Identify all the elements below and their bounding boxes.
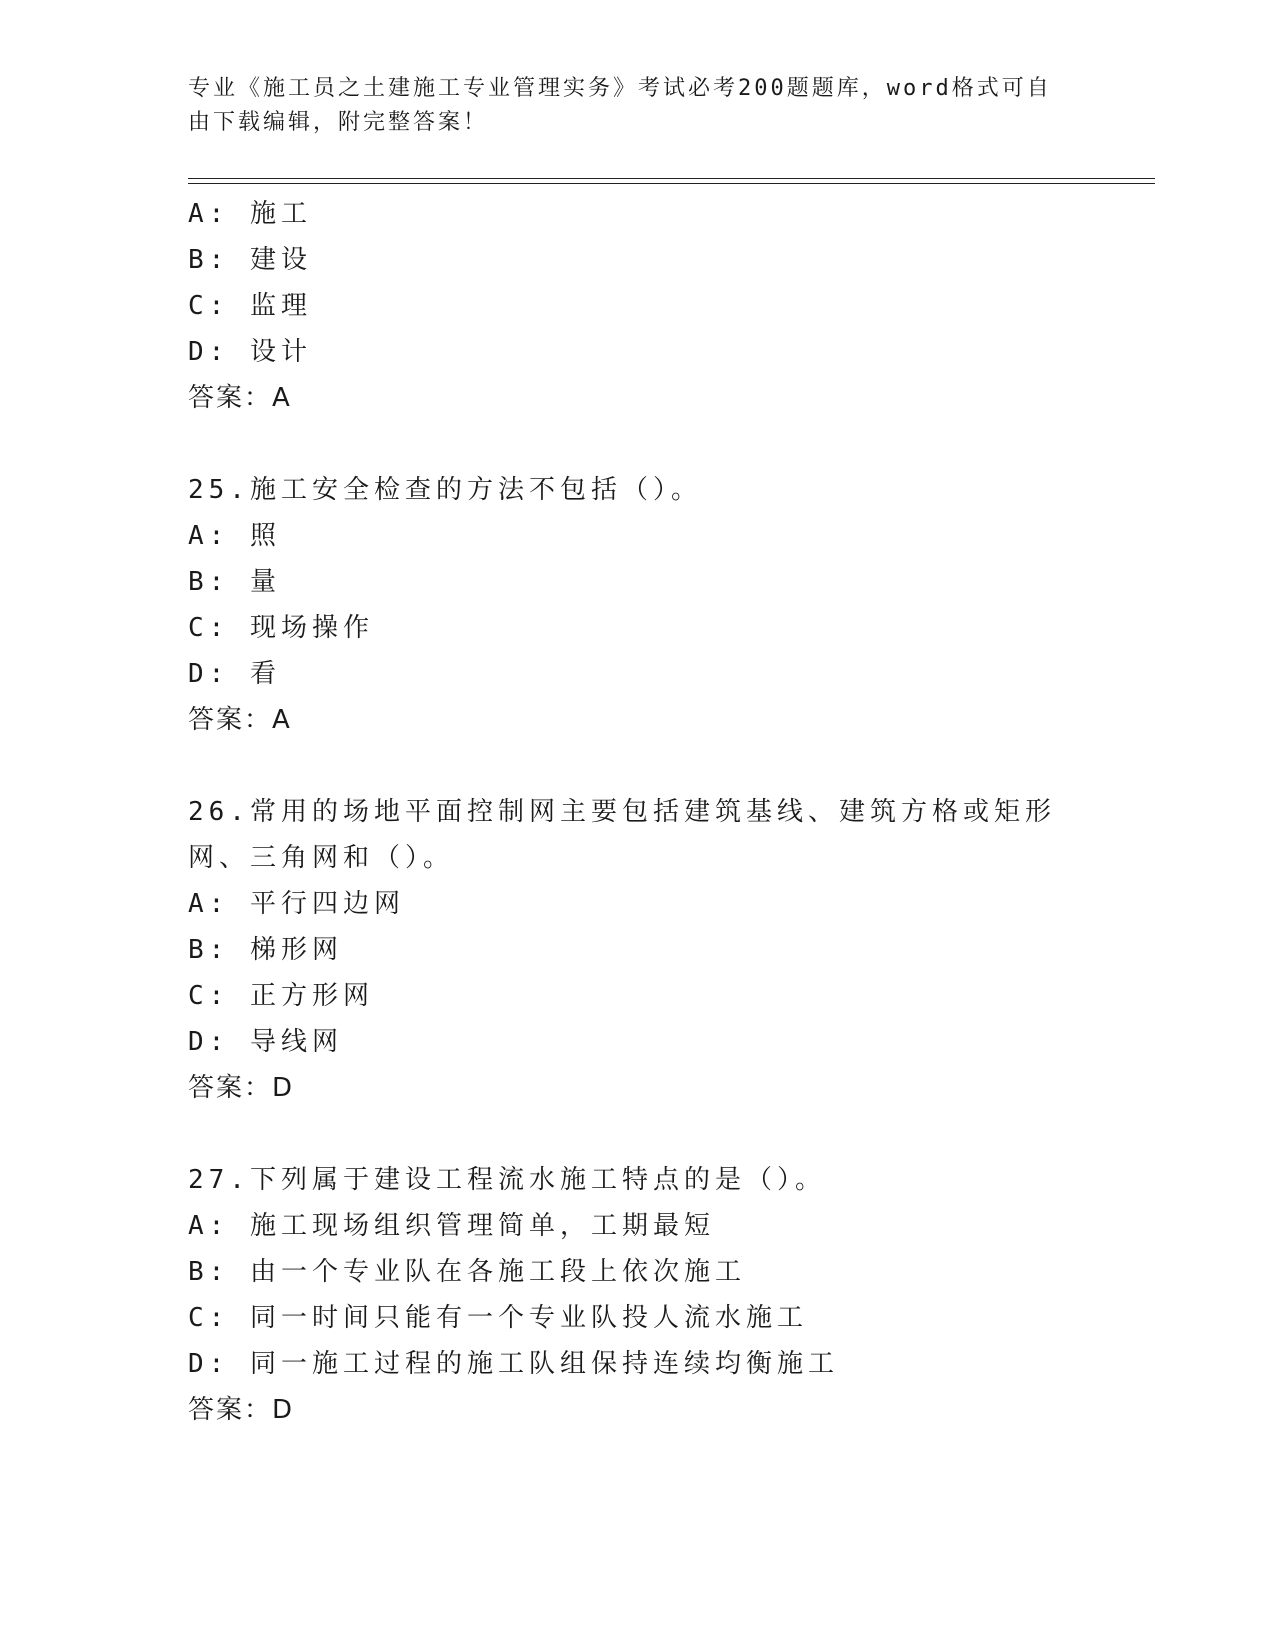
header-divider-bottom bbox=[188, 183, 1155, 184]
option-a: A: 施工 bbox=[188, 199, 312, 229]
question-stem: 27.下列属于建设工程流水施工特点的是（）。 bbox=[188, 1165, 826, 1195]
answer-line: 答案：D bbox=[188, 1073, 295, 1103]
answer-line: 答案：A bbox=[188, 383, 292, 413]
option-d: D: 设计 bbox=[188, 337, 312, 367]
option-a: A: 平行四边网 bbox=[188, 889, 405, 919]
option-b: B: 梯形网 bbox=[188, 935, 343, 965]
option-b: B: 量 bbox=[188, 567, 281, 597]
option-a: A: 照 bbox=[188, 521, 281, 551]
spacer bbox=[188, 1111, 1148, 1157]
header-divider-top bbox=[188, 178, 1155, 179]
question-list bbox=[188, 191, 1148, 1433]
option-b: B: 建设 bbox=[188, 245, 312, 275]
spacer bbox=[188, 421, 1148, 467]
answer-line: 答案：D bbox=[188, 1395, 295, 1425]
question-block-25 bbox=[188, 467, 1148, 743]
option-d: D: 看 bbox=[188, 659, 281, 689]
document-header: 专业《施工员之土建施工专业管理实务》考试必考200题题库，word格式可自由下载编辑，附完整答案！ bbox=[188, 76, 1052, 135]
question-stem: 26.常用的场地平面控制网主要包括建筑基线、建筑方格或矩形网、三角网和（）。 bbox=[188, 797, 1056, 873]
option-d: D: 同一施工过程的施工队组保持连续均衡施工 bbox=[188, 1349, 839, 1379]
answer-line: 答案：A bbox=[188, 705, 292, 735]
option-a: A: 施工现场组织管理简单，工期最短 bbox=[188, 1211, 715, 1241]
spacer bbox=[188, 743, 1148, 789]
question-block-26 bbox=[188, 789, 1148, 1111]
question-block-27 bbox=[188, 1157, 1148, 1433]
question-block-24 bbox=[188, 191, 1148, 421]
option-b: B: 由一个专业队在各施工段上依次施工 bbox=[188, 1257, 746, 1287]
option-c: C: 现场操作 bbox=[188, 613, 374, 643]
question-stem: 25.施工安全检查的方法不包括（）。 bbox=[188, 475, 702, 505]
option-c: C: 正方形网 bbox=[188, 981, 374, 1011]
option-c: C: 监理 bbox=[188, 291, 312, 321]
option-d: D: 导线网 bbox=[188, 1027, 343, 1057]
option-c: C: 同一时间只能有一个专业队投人流水施工 bbox=[188, 1303, 808, 1333]
